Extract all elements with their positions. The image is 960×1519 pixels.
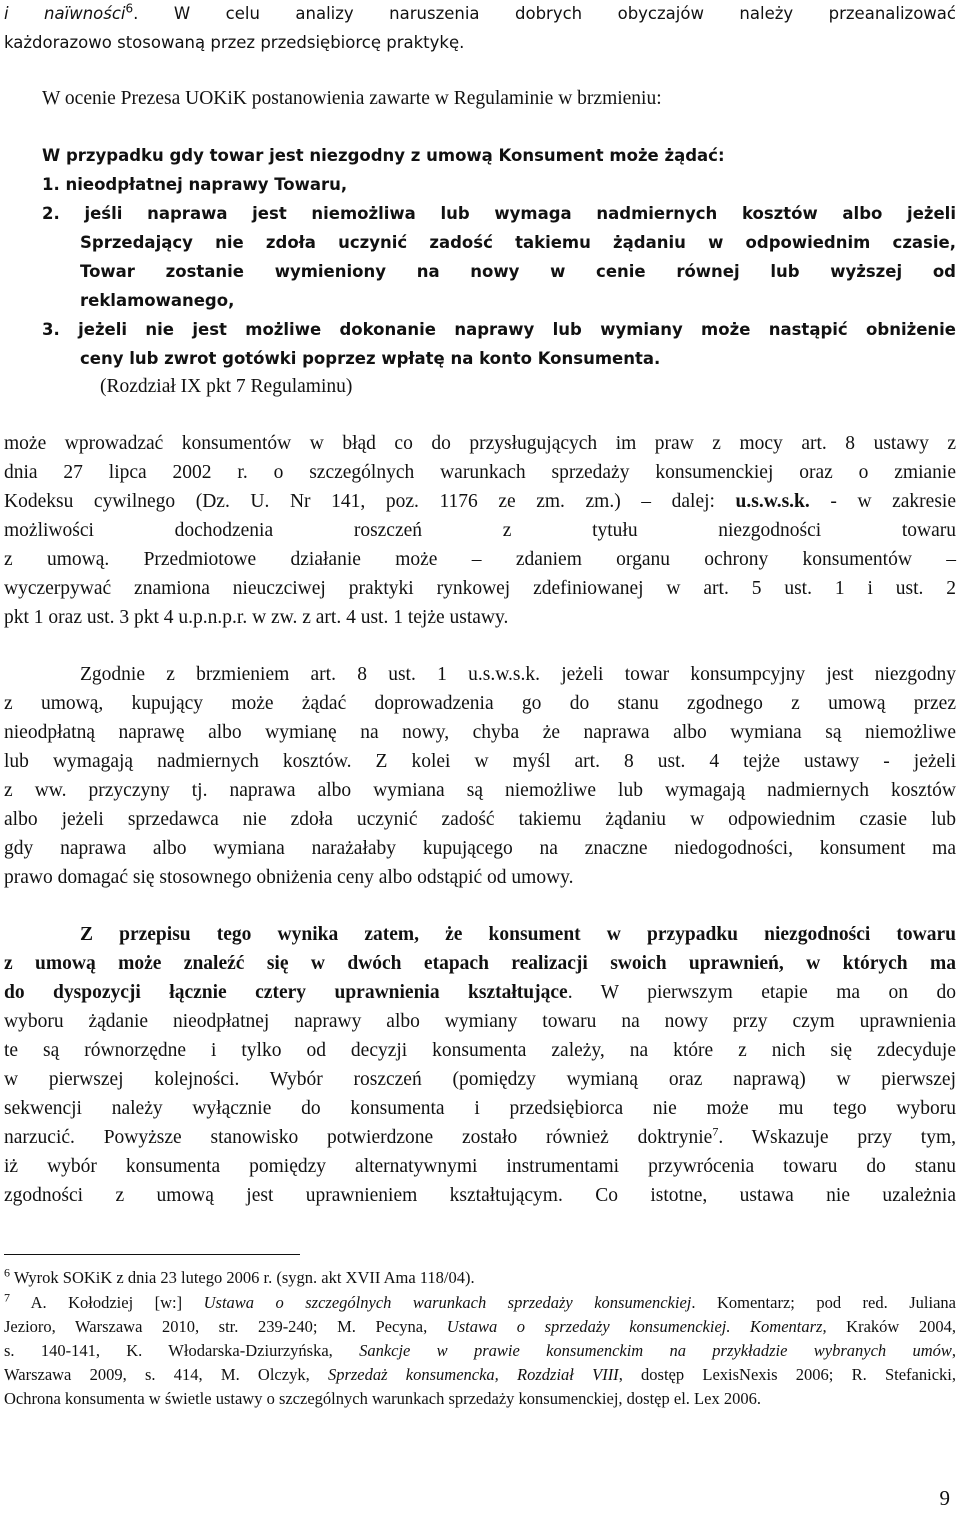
text-line: nieodpłatną naprawę albo wymianę na nowy, chyba że naprawa albo wymiana są niemożliwe — [4, 722, 956, 743]
text-line: do dyspozycji łącznie cztery uprawnienia kształtujące. W pierwszym etapie ma on do — [4, 982, 956, 1003]
text-line: z umową może znaleźć się w dwóch etapach realizacji swoich uprawnień, w których ma — [4, 953, 956, 974]
text-line: z ww. przyczyny tj. naprawa albo wymiana są niemożliwe lub wymagają nadmiernych kosztów — [4, 780, 956, 801]
quote-item-2-line: Sprzedający nie zdoła uczynić zadość takiemu żądaniu w odpowiednim czasie, — [80, 233, 956, 252]
quote-item-3: 3. jeżeli nie jest możliwe dokonanie naprawy lub wymiany może nastąpić obniżenie — [42, 320, 956, 339]
text-line: każdorazowo stosowaną przez przedsiębiorcę praktykę. — [4, 33, 465, 52]
footnote-7-line: Ochrona konsumenta w świetle ustawy o szczególnych warunkach sprzedaży konsumenckiej, dostęp el. Lex 2006. — [4, 1389, 761, 1408]
quote-item-2-line: reklamowanego, — [80, 291, 235, 310]
footnote-7-line: s. 140-141, K. Włodarska-Dziurzyńska, Sankcje w prawie konsumenckim na przykładzie wybranych umów, — [4, 1341, 956, 1360]
text-line: Z przepisu tego wynika zatem, że konsument w przypadku niezgodności towaru — [80, 924, 956, 945]
quote-item-3-line: ceny lub zwrot gotówki poprzez wpłatę na konto Konsumenta. — [80, 349, 661, 368]
quote-item-2: 2. jeśli naprawa jest niemożliwa lub wymaga nadmiernych kosztów albo jeżeli — [42, 204, 956, 223]
footnote-6: $^6$ Wyrok SOKiK z dnia 23 lutego 2006 r. (sygn. akt XVII Ama 118/04). — [4, 1265, 475, 1287]
text-line: te są równorzędne i tylko od decyzji konsumenta zależy, na które z nich się zdecyduje — [4, 1040, 956, 1061]
text-line: narzucić. Powyższe stanowisko potwierdzone zostało również doktrynie$^7$. Wskazuje przy tym, — [4, 1124, 956, 1148]
text-line: iż wybór konsumenta pomiędzy alternatywnymi instrumentami przywrócenia towaru do stanu — [4, 1156, 956, 1177]
footnote-7: $^7$ A. Kołodziej [w:] Ustawa o szczególnych warunkach sprzedaży konsumenckiej. Komentarz; pod red. Juliana — [4, 1290, 956, 1312]
text-line: sekwencji należy wyłącznie do konsumenta i przedsiębiorca nie może mu tego wyboru — [4, 1098, 956, 1119]
quote-item-2-line: Towar zostanie wymieniony na nowy w cenie równej lub wyższej od — [80, 262, 956, 281]
text-line: wyczerpywać znamiona nieuczciwej praktyki rynkowej zdefiniowanej w art. 5 ust. 1 i ust. 2 — [4, 578, 956, 599]
text-line: Zgodnie z brzmieniem art. 8 ust. 1 u.s.w.s.k. jeżeli towar konsumpcyjny jest niezgodny — [80, 664, 956, 685]
text-line: pkt 1 oraz ust. 3 pkt 4 u.p.n.p.r. w zw. z art. 4 ust. 1 tejże ustawy. — [4, 607, 509, 628]
text-line: w pierwszej kolejności. Wybór roszczeń (pomiędzy wymianą oraz naprawą) w pierwszej — [4, 1069, 956, 1090]
text-line: lub wymagają nadmiernych kosztów. Z kolei w myśl art. 8 ust. 4 tejże ustawy - jeżeli — [4, 751, 956, 772]
text-line: i naïwności$^6$. W celu analizy naruszenia dobrych obyczajów należy przeanalizować — [4, 1, 956, 23]
text-line: możliwości dochodzenia roszczeń z tytułu niezgodności towaru — [4, 520, 956, 541]
text-line: dnia 27 lipca 2002 r. o szczególnych warunkach sprzedaży konsumenckiej oraz o zmianie — [4, 462, 956, 483]
text-line: gdy naprawa albo wymiana narażałaby kupującego na znaczne niedogodności, konsument ma — [4, 838, 956, 859]
footnote-separator — [4, 1254, 300, 1255]
quote-lead: W przypadku gdy towar jest niezgodny z umową Konsument może żądać: — [42, 146, 725, 165]
text-line: wyboru żądanie nieodpłatnej naprawy albo wymiany towaru na nowy przy czym uprawnienia — [4, 1011, 956, 1032]
text-line: prawo domagać się stosownego obniżenia ceny albo odstąpić od umowy. — [4, 867, 574, 888]
text-line: może wprowadzać konsumentów w błąd co do przysługujących im praw z mocy art. 8 ustawy z — [4, 433, 956, 454]
text-line: z umową. Przedmiotowe działanie może – zdaniem organu ochrony konsumentów – — [4, 549, 956, 570]
footnote-7-line: Warszawa 2009, s. 414, M. Olczyk, Sprzedaż konsumencka, Rozdział VIII, dostęp LexisNexis 2006; R. Stefanicki, — [4, 1365, 956, 1384]
text-line: albo jeżeli sprzedawca nie zdoła uczynić zadość takiemu żądaniu w odpowiednim czasie lub — [4, 809, 956, 830]
intro-paragraph: W ocenie Prezesa UOKiK postanowienia zawarte w Regulaminie w brzmieniu: — [42, 88, 662, 109]
footnote-ref: 6 — [125, 1, 134, 16]
quote-item-1: 1. nieodpłatnej naprawy Towaru, — [42, 175, 348, 194]
text-line: Kodeksu cywilnego (Dz. U. Nr 141, poz. 1176 ze zm. zm.) – dalej: u.s.w.s.k. - w zakresie — [4, 491, 956, 512]
page-number: 9 — [939, 1486, 950, 1510]
text-line: z umową, kupujący może żądać doprowadzenia go do stanu zgodnego z umową przez — [4, 693, 956, 714]
text-line: zgodności z umową jest uprawnieniem kształtującym. Co istotne, ustawa nie uzależnia — [4, 1185, 956, 1206]
quote-source: (Rozdział IX pkt 7 Regulaminu) — [100, 376, 353, 397]
footnote-7-line: Jezioro, Warszawa 2010, str. 239-240; M. Pecyna, Ustawa o sprzedaży konsumenckiej. Komentarz, Kraków 2004, — [4, 1317, 956, 1336]
footnote-ref: 7 — [712, 1124, 719, 1139]
